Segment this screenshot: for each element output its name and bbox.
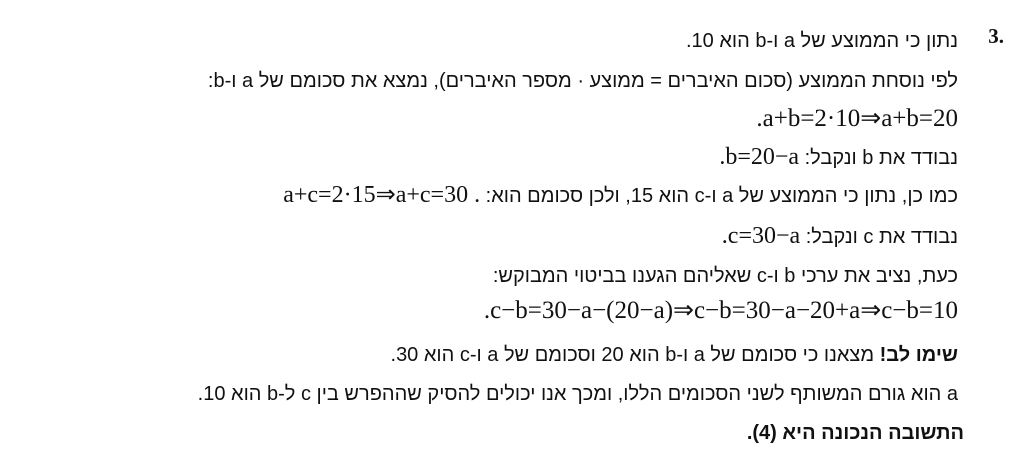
note-text: מצאנו כי סכומם של a ו-b הוא 20 וסכומם של a ו-c הוא 30. (390, 344, 875, 366)
average-formula-explanation: לפי נוסחת הממוצע (סכום האיברים = ממוצע · מספר האיברים), נמצא את סכומם של a ו-b: (207, 70, 958, 92)
conclusion-line: a הוא גורם המשותף לשני הסכומים הללו, ומכך אנו יכולים להסיק שההפרש בין c ל-b הוא 10. (197, 383, 958, 405)
question-statement: נתון כי הממוצע של a ו-b הוא 10. (685, 30, 958, 52)
isolate-c-line (722, 223, 958, 250)
sum-ac-line (283, 182, 958, 209)
sum-ab-formula: .a+b=2·10⇒a+b=20 (756, 105, 958, 132)
difference-formula: .c−b=30−a−(20−a)⇒c−b=30−a−20+a⇒c−b=10 (483, 297, 958, 324)
question-number: 3. (988, 24, 1004, 48)
substitution-intro: כעת, נציב את ערכי b ו-c שאליהם הגענו בביטוי המבוקש: (492, 265, 958, 287)
sum-ac-text: כמו כן, נתון כי הממוצע של a ו-c הוא 15, ולכן סכומם הוא: (485, 185, 958, 207)
isolate-b-text: נבודד את b ונקבל: (804, 147, 958, 169)
note-label: שימו לב! (879, 344, 958, 366)
isolate-b-math: .b=20−a (719, 144, 800, 170)
final-answer: התשובה הנכונה היא (4). (746, 422, 964, 444)
sum-ac-math: a+c=2·15⇒a+c=30 . (283, 182, 481, 208)
isolate-c-text: נבודד את c ונקבל: (805, 226, 958, 248)
note-line (391, 342, 959, 368)
isolate-c-math: .c=30−a (721, 223, 801, 249)
isolate-b-line (719, 144, 958, 171)
